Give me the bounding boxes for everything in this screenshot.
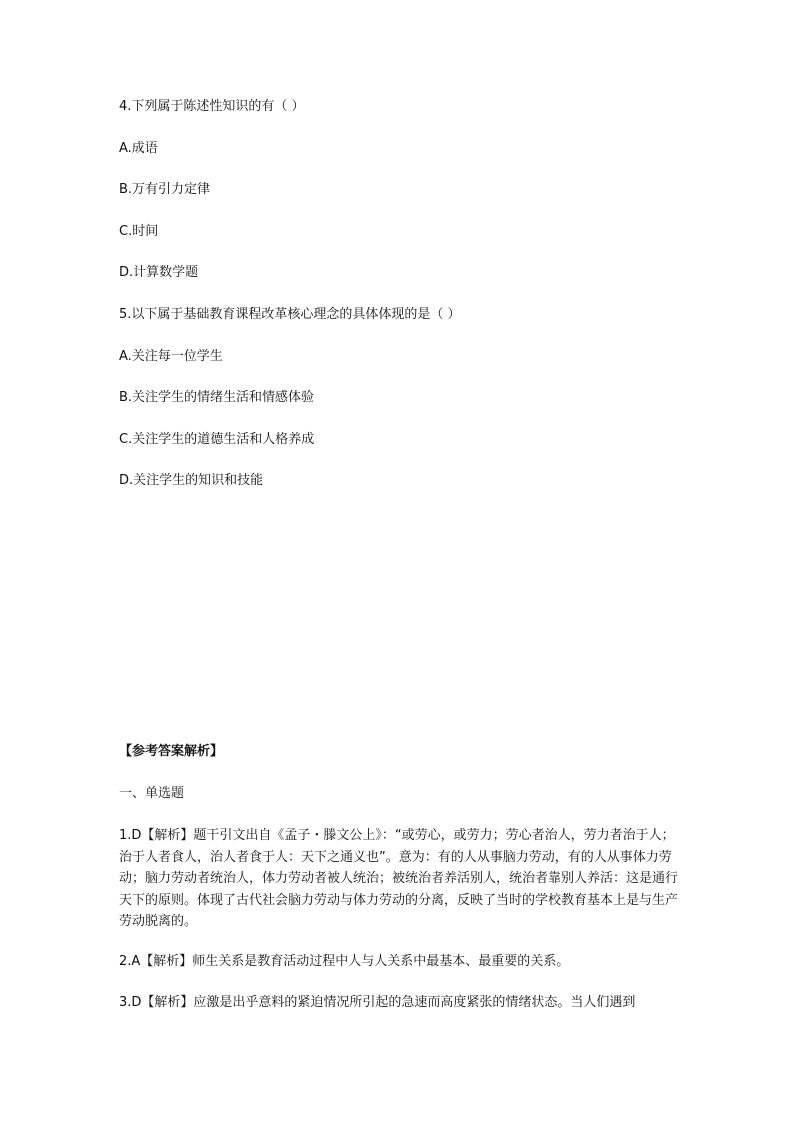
question-4-option-c: C.时间 [119,224,159,239]
question-4-option-a: A.成语 [119,141,158,156]
answers-section-title: 一、单选题 [119,786,185,801]
question-4-option-d: D.计算数学题 [119,265,199,280]
question-5-option-c: C.关注学生的道德生活和人格养成 [119,432,315,447]
question-4-stem: 4.下列属于陈述性知识的有（ ） [119,99,305,114]
question-4-option-b: B.万有引力定律 [119,182,211,197]
question-5-option-b: B.关注学生的情绪生活和情感体验 [119,390,315,405]
question-5-stem: 5.以下属于基础教育课程改革核心理念的具体体现的是（ ） [119,307,461,322]
question-5-option-a: A.关注每一位学生 [119,349,223,364]
answers-heading: 【参考答案解析】 [119,744,224,759]
question-5-option-d: D.关注学生的知识和技能 [119,473,264,488]
answer-item-1: 1.D【解析】题干引文出自《孟子・滕文公上》：“或劳心，或劳力；劳心者治人，劳力者治于人；治于人者食人，治人者食于人：天下之通义也”。意为：有的人从事脑力劳动，有的人从事体力劳动；脑力劳动者统治人，体力劳动者被人统治；被统治者养活别人，统治者靠别人养活：这是通行天下的原则。体现了古代社会脑力劳动与体力劳动的分离，反映了当时的学校教育基本上是与生产劳动脱离的。 [119,828,679,929]
answer-item-2: 2.A【解析】师生关系是教育活动过程中人与人关系中最基本、最重要的关系。 [119,954,570,969]
answer-item-3: 3.D【解析】应激是出乎意料的紧迫情况所引起的急速而高度紧张的情绪状态。当人们遇到 [119,995,636,1010]
